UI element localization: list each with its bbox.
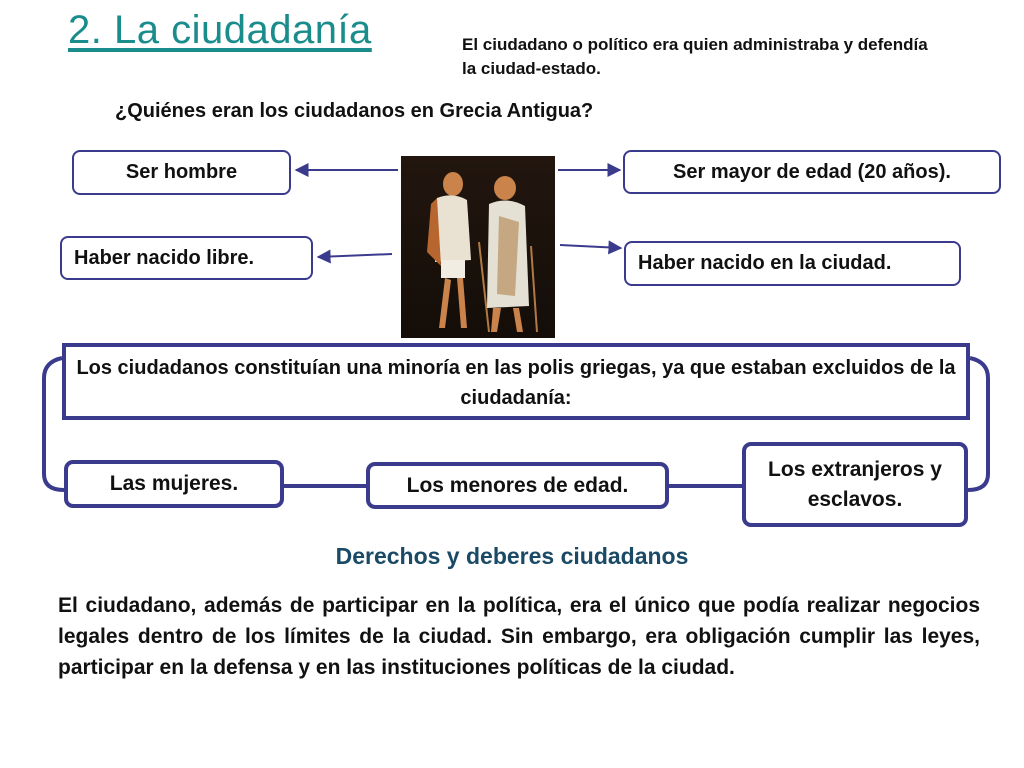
subtitle: El ciudadano o político era quien administraba y defendía la ciudad-estado.	[462, 35, 928, 78]
greek-figures-image	[401, 156, 555, 338]
right-bracket	[968, 358, 988, 490]
exclusion-banner: Los ciudadanos constituían una minoría en las polis griegas, ya que estaban excluidos de la ciudadanía:	[62, 343, 970, 420]
page-title: 2. La ciudadanía	[68, 8, 372, 52]
requirement-ser-hombre: Ser hombre	[72, 150, 291, 195]
excluded-minors: Los menores de edad.	[366, 462, 669, 509]
requirement-mayor-edad: Ser mayor de edad (20 años).	[623, 150, 1001, 194]
excluded-women: Las mujeres.	[64, 460, 284, 508]
rights-heading: Derechos y deberes ciudadanos	[335, 543, 689, 569]
left-bracket	[44, 358, 64, 490]
excluded-foreigners-slaves: Los extranjeros y esclavos.	[742, 442, 968, 527]
question: ¿Quiénes eran los ciudadanos en Grecia Antigua?	[115, 100, 594, 122]
arrow-to-nacido-libre	[318, 254, 392, 257]
requirement-nacido-libre: Haber nacido libre.	[60, 236, 313, 280]
arrow-to-nacido-ciudad	[560, 245, 621, 248]
requirement-nacido-ciudad: Haber nacido en la ciudad.	[624, 241, 961, 286]
rights-paragraph: El ciudadano, además de participar en la política, era el único que podía realizar negocios legales dentro de los límites de la ciudad. Sin embargo, era obligación cumplir las leyes, participar en la defensa y en las instituciones políticas de la ciudad.	[58, 594, 980, 679]
